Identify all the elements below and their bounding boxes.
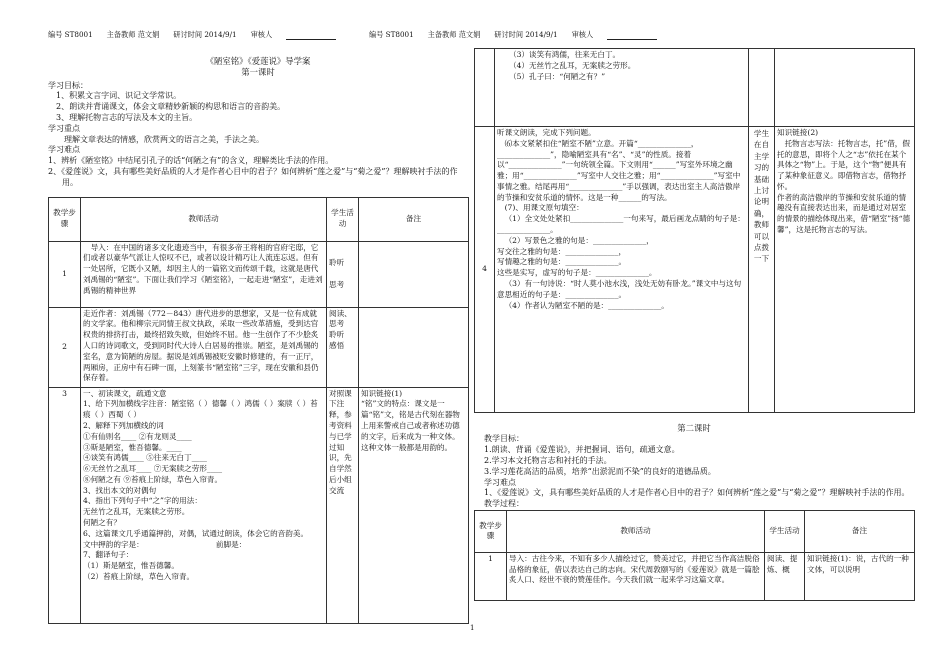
activity-line: 这些是实写，虚写的句子是：______________。 xyxy=(497,268,657,278)
doc-number: 编号 ST8001 xyxy=(369,30,414,39)
student-line: 聆听 xyxy=(329,330,345,340)
goals-label: 学习目标： xyxy=(48,80,88,90)
activity-line: 何陋之有？ xyxy=(83,518,121,528)
lesson2-title: 第二课时 xyxy=(677,423,711,433)
reviewer: 审核人 xyxy=(571,30,594,39)
teacher: 主备教师 范文娟 xyxy=(427,30,481,39)
right-column xyxy=(474,48,914,601)
process-label: 教学过程： xyxy=(484,499,524,509)
step-number: 4 xyxy=(475,127,495,413)
activity-line: 听课文朗读，完成下列问题。 xyxy=(497,128,596,137)
table-row xyxy=(49,387,469,623)
activity-line: ③斯是陋室，惟吾德馨。____ xyxy=(83,442,182,452)
key-text: 理解文章表达的情感，欣赏两文的语言之美，手法之美。 xyxy=(64,134,264,144)
activity-line: （5）孔子曰：“何陋之有？” xyxy=(509,71,606,81)
lesson2-diff-text: 1、《爱莲说》文，具有哪些美好品质的人才是作者心目中的君子？如何辨析“莲之爱”与“菊之爱”？理解映衬手法的作用。 xyxy=(484,488,910,498)
student-activity xyxy=(327,241,359,307)
activity-line: 6、这篇课文几乎通篇押韵，对偶，试通过朗读，体会它的音韵美。 xyxy=(83,528,309,538)
teacher-activity xyxy=(495,49,749,127)
col-teacher: 教师活动 xyxy=(81,197,327,241)
diff-item: 2、《爱莲说》文，具有哪些美好品质的人才是作者心目中的君子？如何辨析“莲之爱”与“菊之爱”？理解映衬手法的作用。 xyxy=(48,167,458,187)
activity-line: （3）谈笑有鸿儒，往来无白丁。 xyxy=(509,50,621,59)
note-cell: 知识链接(1)：说，古代的一种文体，可以说明 xyxy=(805,552,915,600)
col-student: 学生活动 xyxy=(327,197,359,241)
activity-line: (7)、用课文原句填空： xyxy=(504,203,584,213)
student-line: 感悟 xyxy=(329,341,345,350)
activity-line: 4、指出下列句子中“之”字的用法： xyxy=(83,496,202,506)
col-student: 学生活动 xyxy=(765,510,805,552)
key-label: 学习重点 xyxy=(48,123,80,133)
col-step: 教学步骤 xyxy=(49,197,81,241)
header-right xyxy=(369,30,671,40)
activity-line: 写情趣之雅的句是：______________。 xyxy=(497,257,627,267)
activity-line: ⑹本文紧紧扣住“陋室不陋”立意。开篇“______________，______________”，隐喻陋室具有“名”、“灵”的性质。接着以“______________”一句统领全篇。下文则用“______”写室外环境之幽雅；用“______________”写室中人交往之雅；用“______________”写室中事情之雅。结尾再用“______________”手以强调，表达出室主人高洁傲岸的节操和安贫乐道的情怀。这是一种______的写法。 xyxy=(497,138,741,202)
step-number xyxy=(475,49,495,127)
teacher: 主备教师 范文娟 xyxy=(106,30,160,39)
reviewer: 审核人 xyxy=(250,30,273,39)
teacher-activity xyxy=(81,387,327,623)
step-number: 2 xyxy=(49,307,81,387)
activity-line: 写交往之雅的句是：______________， xyxy=(497,246,627,256)
goal-item: 1、积累文言字词、识记文学常识。 xyxy=(56,91,182,101)
table-row xyxy=(475,127,915,413)
student-line: 阅读、思考 xyxy=(329,308,352,329)
activity-line: 2、解释下列加横线的词 xyxy=(83,421,164,430)
lesson2-goals-label: 教学目标： xyxy=(484,434,524,444)
teacher-activity: 走近作者：刘禹锡（772－843）唐代进步的思想家，又是一位有成就的文学家。他和柳宗元同情王叔文执政，采取一些改革措施，受到达官权贵的排挤打击，最终招致失败，但始终不屈。他一生创作了不少脍炙人口的诗词歌文，受到同时代大诗人白居易的推崇。陋室，是刘禹锡的室名，意为简陋的房屋。据说是刘禹锡被贬安徽时修建的，有一正厅，两厢房，正房中有石碑一面，上刻篆书“陋室铭”三字，现在安徽和县仍保存着。 xyxy=(81,307,327,387)
note-text: 托物言志写法：托物言志，托”借，假托的意思，即将个人之“志”依托在某个具体之“物”上。于是，这个“物”便具有了某种象征意义。即借物言志，借物抒怀。 xyxy=(777,138,910,191)
diff-item: 1、辨析《陋室铭》中结尾引孔子的话“何陋之有”的含义，理解类比手法的作用。 xyxy=(48,156,334,166)
page-number: 1 xyxy=(470,624,475,632)
lesson2-diff-label: 学习难点 xyxy=(484,477,516,487)
activity-line: （1）斯是陋室，惟吾德馨。 xyxy=(83,561,179,571)
activity-line: （1）全文处处紧扣______________一句来写，最后画龙点睛的句子是：______________。 xyxy=(497,214,745,235)
student-activity xyxy=(749,49,775,127)
doc-number: 编号 ST8001 xyxy=(48,30,93,39)
activity-line: ⑧何陋之有 ⑨苔痕上阶绿，草色入帘青。 xyxy=(83,474,223,484)
goal-item: 2、朗读并背诵课文，体会文章精妙新颖的构思和语言的音韵美。 xyxy=(56,102,286,112)
lesson1-table-continued xyxy=(474,48,915,413)
table-row xyxy=(475,552,915,600)
note-cell xyxy=(359,307,469,387)
activity-line: 无丝竹之乱耳，无案牍之劳形。 xyxy=(83,507,190,517)
lesson2-table xyxy=(474,510,915,601)
note-text: “铭”文的特点：课文是一篇“铭”文，铭是古代刻在器物上用来警戒自己或者称述功德的文字，后来成为一种文体。这种文体一般都是用韵的。 xyxy=(361,399,460,452)
step-number: 3 xyxy=(49,387,81,623)
doc-title: 《陋室铭》《爱莲说》导学案 xyxy=(205,56,311,66)
table-row xyxy=(49,307,469,387)
col-note: 备注 xyxy=(805,510,915,552)
activity-line: （3）有一句诗说：“时人莫小池水浅，浅处无妨有卧龙。”课文中与这句意思相近的句子是：______________。 xyxy=(497,278,742,299)
lesson1-title: 第一课时 xyxy=(241,67,275,78)
lesson2-goal-item: 3.学习莲花高洁的品质，培养“出淤泥而不染”的良好的道德品质。 xyxy=(484,466,716,476)
activity-line: （4）作者认为陋室不陋的是：______________。 xyxy=(504,300,669,310)
lesson2-goal-item: 1.朗读、背诵《爱莲说》，并把握词、语句，疏通文意。 xyxy=(484,445,680,455)
note-title: 知识链接(2) xyxy=(777,128,819,137)
col-step: 教学步骤 xyxy=(475,510,507,552)
header-left xyxy=(48,30,350,40)
activity-line: ①有仙则名____ ②有龙则灵____ xyxy=(83,431,192,441)
student-activity xyxy=(327,307,359,387)
table-row xyxy=(49,241,469,307)
note-text: 作者的高洁傲岸的节操和安贫乐道的情趣没有直接表达出来，而是通过对居室的情景的描绘体现出来，借“陋室”扬“德馨”，这是托物言志的写法。 xyxy=(777,192,911,235)
note-cell xyxy=(775,127,915,413)
student-line: 思考 xyxy=(329,279,345,289)
activity-line: （2）苔痕上阶绿，草色入帘青。 xyxy=(83,571,195,581)
student-activity: 学生在自主学习的基础上讨论明确，教师可以点拨一下 xyxy=(749,127,775,413)
teacher-activity: 导入：在中国的诸多文化遗迹当中，有很多帝王将相的官府宅邸，它们或者以豪华气派让人惊叹不已，或者以设计精巧让人流连忘返。但有一处居所，它既小又陋，却因主人的一篇铭文而传颂千载，这就是唐代刘禹锡的“陋室”。下面让我们学习《陋室铭》，一起走进“陋室”，走进刘禹锡的精神世界 xyxy=(81,241,327,307)
step-number: 1 xyxy=(49,241,81,307)
activity-line: （4）无丝竹之乱耳，无案牍之劳形。 xyxy=(509,60,636,70)
student-line: 聆听 xyxy=(329,257,345,267)
activity-line: ⑥无丝竹之乱耳____ ⑦无案牍之劳形____ xyxy=(83,464,223,474)
diff-label: 学习难点 xyxy=(48,145,80,155)
activity-line: ④谈笑有鸿儒____ ⑤往来无白丁____ xyxy=(83,453,207,463)
lesson1-table xyxy=(48,197,469,624)
note-cell xyxy=(359,241,469,307)
step-number: 1 xyxy=(475,552,507,600)
note-title: 知识链接(1) xyxy=(361,388,403,398)
note-cell xyxy=(359,387,469,623)
activity-line: 1、给下列加横线字注音：陋室铭（ ）德馨（ ）鸿儒（ ）案牍（ ）苔痕（ ）西蜀（ ） xyxy=(83,399,318,420)
activity-line: 文中押韵的字是： 前脚是： xyxy=(83,539,247,549)
activity-line: 一、初读课文，疏通文意 xyxy=(83,388,167,398)
student-activity: 阅读、提炼、概 xyxy=(765,552,805,600)
teacher-activity xyxy=(495,127,749,413)
table-header-row xyxy=(49,197,469,241)
col-note: 备注 xyxy=(359,197,469,241)
note-cell xyxy=(775,49,915,127)
table-header-row xyxy=(475,510,915,552)
col-teacher: 教师活动 xyxy=(507,510,765,552)
activity-line: 3、找出本文的对偶句 xyxy=(83,485,157,495)
activity-line: （2）写景色之雅的句是：______________， xyxy=(504,235,654,245)
student-activity: 对照课下注释，参考资料与已学过知识，先自学然后小组交流 xyxy=(327,387,359,623)
goal-item: 3、理解托物言志的写法及本文的主旨。 xyxy=(56,113,198,123)
table-row xyxy=(475,49,915,127)
activity-line: 7、翻译句子： xyxy=(83,550,134,560)
teacher-activity: 导入：古往今来，不知有多少人描绘过它，赞美过它，并把它当作高洁脱俗品格的象征，借以表达自己的志向。宋代周敦颐写的《爱莲说》就是一篇脍炙人口、经世不衰的赞莲佳作。今天我们就一起来学习这篇文章。 xyxy=(507,552,765,600)
lesson2-goal-item: 2.学习本文托物言志和衬托的手法。 xyxy=(484,455,612,465)
date: 研讨时间 2014/9/1 xyxy=(494,30,558,39)
left-column xyxy=(48,56,468,624)
date: 研讨时间 2014/9/1 xyxy=(173,30,237,39)
